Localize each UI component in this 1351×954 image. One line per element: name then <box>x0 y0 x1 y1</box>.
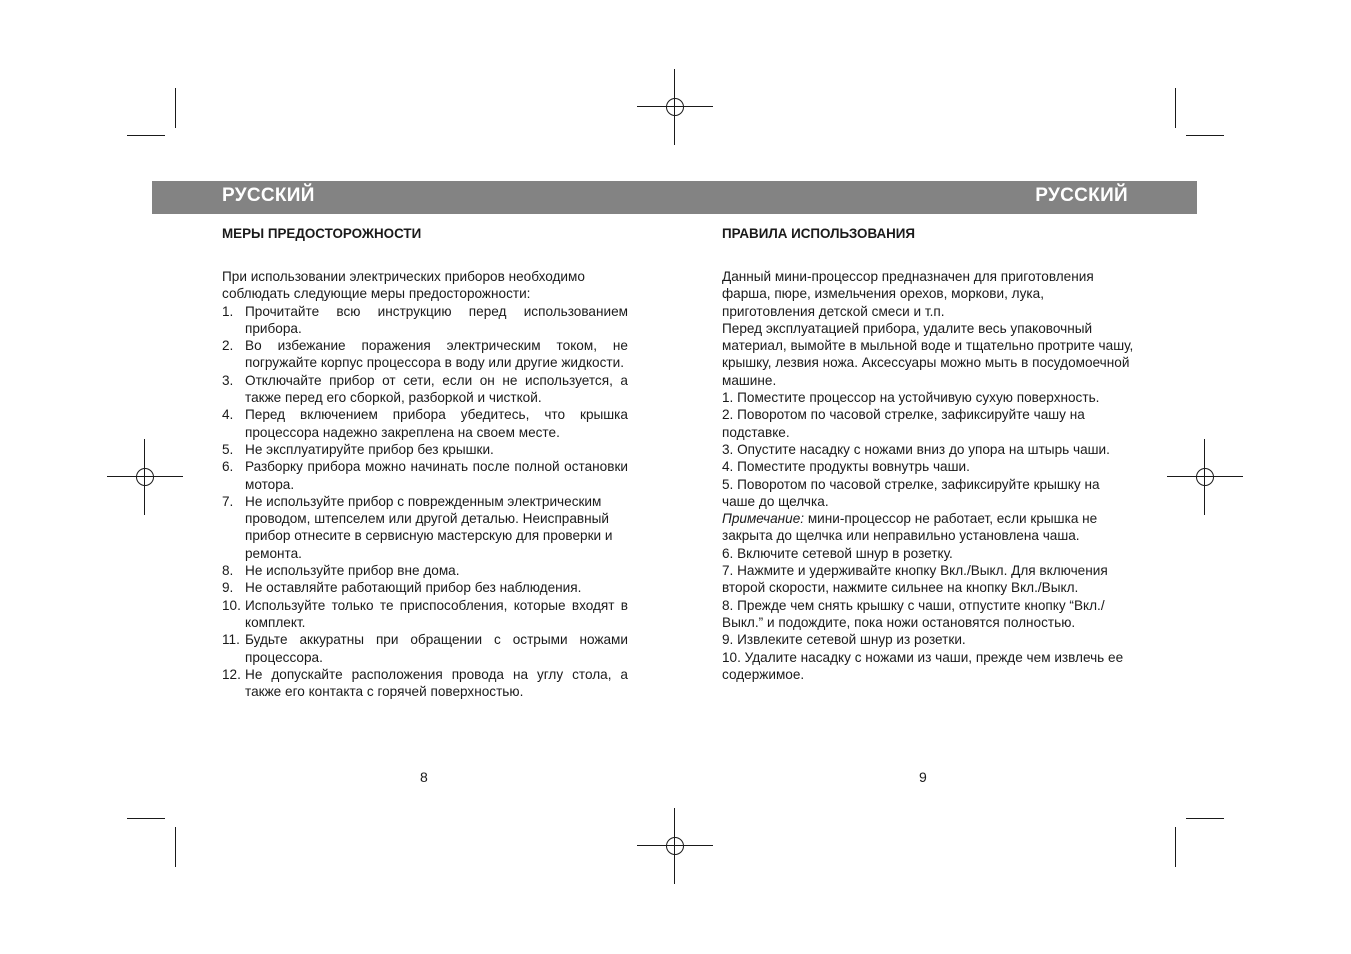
list-item <box>222 458 628 493</box>
usage-step: 3. Опустите насадку с ножами вниз до упора на штырь чаши. <box>722 441 1110 457</box>
note-label: Примечание: <box>722 511 805 527</box>
item-number: 5. <box>222 441 234 457</box>
item-text: Будьте аккуратны при обращении с острыми ножами процессора. <box>245 632 628 665</box>
crop-mark <box>127 818 165 819</box>
language-header-bar <box>152 181 1197 214</box>
page-number-right: 9 <box>919 769 927 785</box>
crop-mark <box>1186 818 1224 819</box>
list-item <box>222 493 628 562</box>
note-text: мини-процессор не работает, если крышка не закрыта до щелчка или неправильно установлена чаша. <box>722 511 1098 544</box>
left-page-content <box>222 225 628 700</box>
item-number: 3. <box>222 372 234 388</box>
crop-mark <box>175 827 176 867</box>
list-item <box>222 337 628 372</box>
header-title-right: РУССКИЙ <box>1035 185 1128 206</box>
list-item <box>222 406 628 441</box>
list-item <box>222 372 628 407</box>
item-text: Не оставляйте работающий прибор без наблюдения. <box>245 580 582 596</box>
safety-intro: При использовании электрических приборов необходимо соблюдать следующие меры предосторожности: <box>222 269 585 302</box>
list-item <box>222 631 628 666</box>
item-text: Прочитайте всю инструкцию перед использованием прибора. <box>245 303 628 336</box>
list-item <box>222 441 628 458</box>
registration-mark-right <box>1167 439 1243 515</box>
usage-step: 8. Прежде чем снять крышку с чаши, отпустите кнопку “Вкл./Выкл.” и подождите, пока ножи остановятся полностью. <box>722 597 1105 630</box>
item-number: 6. <box>222 459 234 475</box>
list-item <box>222 562 628 579</box>
registration-mark-top <box>637 69 713 145</box>
right-page-content <box>722 225 1134 683</box>
item-number: 9. <box>222 580 234 596</box>
usage-paragraph: Данный мини-процессор предназначен для приготовления фарша, пюре, измельчения орехов, моркови, лука, приготовления детской смеси и т.п. <box>722 269 1094 319</box>
crop-mark <box>1175 827 1176 867</box>
usage-note <box>722 510 1134 545</box>
crop-mark <box>1186 135 1224 136</box>
usage-step: 7. Нажмите и удерживайте кнопку Вкл./Выкл. Для включения второй скорости, нажмите сильнее на кнопку Вкл./Выкл. <box>722 563 1108 596</box>
registration-mark-left <box>107 439 183 515</box>
item-number: 1. <box>222 303 234 319</box>
item-number: 8. <box>222 563 234 579</box>
usage-step: 6. Включите сетевой шнур в розетку. <box>722 545 953 561</box>
usage-step: 2. Поворотом по часовой стрелке, зафиксируйте чашу на подставке. <box>722 407 1085 440</box>
usage-step: 4. Поместите продукты вовнутрь чаши. <box>722 459 970 475</box>
usage-section-title: ПРАВИЛА ИСПОЛЬЗОВАНИЯ <box>722 226 916 241</box>
list-item <box>222 303 628 338</box>
item-number: 11. <box>222 632 240 648</box>
item-text: Не допускайте расположения провода на углу стола, а также его контакта с горячей поверхностью. <box>245 666 628 700</box>
item-number: 7. <box>222 493 234 509</box>
safety-list <box>222 303 628 701</box>
usage-paragraph: Перед эксплуатацией прибора, удалите весь упаковочный материал, вымойте в мыльной воде и тщательно протрите чашу, крышку, лезвия ножа. Аксессуары можно мыть в посудомоечной машине. <box>722 320 1134 388</box>
item-number: 2. <box>222 338 234 354</box>
safety-section-title: МЕРЫ ПРЕДОСТОРОЖНОСТИ <box>222 226 422 241</box>
item-text: Во избежание поражения электрическим током, не погружайте корпус процессора в воду или другие жидкости. <box>245 338 628 371</box>
list-item <box>222 579 628 596</box>
item-number: 4. <box>222 407 234 423</box>
item-text: Не эксплуатируйте прибор без крышки. <box>245 441 494 457</box>
item-number: 12. <box>222 666 241 682</box>
item-text: Используйте только те приспособления, которые входят в комплект. <box>245 597 628 630</box>
item-text: Не используйте прибор с поврежденным электрическим проводом, штепселем или другой деталью. Неисправный прибор отнесите в сервисную мастерскую для проверки и ремонта. <box>245 493 613 561</box>
item-text: Перед включением прибора убедитесь, что крышка процессора надежно закреплена на своем месте. <box>245 407 628 440</box>
list-item <box>222 666 628 701</box>
item-number: 10. <box>222 597 241 613</box>
header-title-left: РУССКИЙ <box>222 185 315 206</box>
usage-step: 9. Извлеките сетевой шнур из розетки. <box>722 632 966 648</box>
usage-step: 10. Удалите насадку с ножами из чаши, прежде чем извлечь ее содержимое. <box>722 649 1124 682</box>
page-number-left: 8 <box>420 769 428 785</box>
crop-mark <box>127 135 165 136</box>
crop-mark <box>175 88 176 128</box>
crop-mark <box>1175 88 1176 128</box>
usage-step: 1. Поместите процессор на устойчивую сухую поверхность. <box>722 390 1100 406</box>
registration-mark-bottom <box>637 808 713 884</box>
item-text: Разборку прибора можно начинать после полной остановки мотора. <box>245 459 628 492</box>
usage-step: 5. Поворотом по часовой стрелке, зафиксируйте крышку на чаше до щелчка. <box>722 476 1100 509</box>
item-text: Отключайте прибор от сети, если он не используется, а также перед его сборкой, разборкой и чисткой. <box>245 372 628 406</box>
item-text: Не используйте прибор вне дома. <box>245 563 460 579</box>
list-item <box>222 597 628 632</box>
